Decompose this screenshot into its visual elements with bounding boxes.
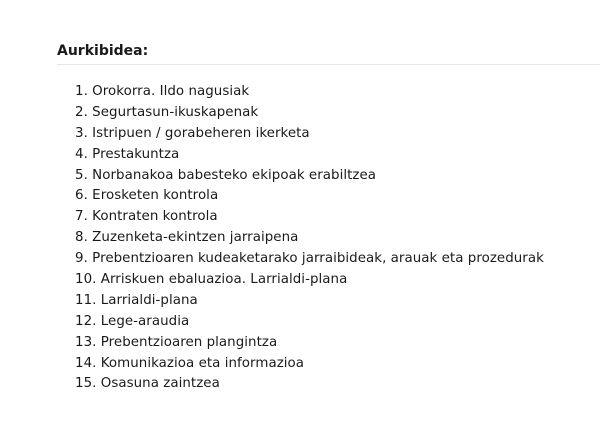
toc-item: 15. Osasuna zaintzea: [75, 376, 220, 392]
heading-divider: [57, 64, 600, 65]
section-heading: Aurkibidea:: [57, 43, 149, 59]
table-of-contents: [75, 82, 544, 395]
toc-item: 8. Zuzenketa-ekintzen jarraipena: [75, 230, 299, 246]
toc-item: 9. Prebentzioaren kudeaketarako jarraibideak, arauak eta prozedurak: [75, 251, 544, 267]
toc-item: 7. Kontraten kontrola: [75, 209, 218, 225]
toc-item: 1. Orokorra. Ildo nagusiak: [75, 84, 250, 99]
toc-item: 11. Larrialdi-plana: [75, 292, 198, 308]
toc-item: 6. Erosketen kontrola: [75, 188, 219, 204]
toc-item: 13. Prebentzioaren plangintza: [75, 334, 278, 350]
toc-item: 5. Norbanakoa babesteko ekipoak erabiltzea: [75, 167, 377, 183]
toc-item: 12. Lege-araudia: [75, 313, 190, 329]
toc-item: 14. Komunikazioa eta informazioa: [75, 355, 305, 371]
toc-item: 2. Segurtasun-ikuskapenak: [75, 104, 259, 120]
toc-item: 3. Istripuen / gorabeheren ikerketa: [75, 125, 310, 141]
toc-item: 10. Arriskuen ebaluazioa. Larrialdi-plana: [75, 272, 348, 288]
toc-item: 4. Prestakuntza: [75, 146, 180, 162]
